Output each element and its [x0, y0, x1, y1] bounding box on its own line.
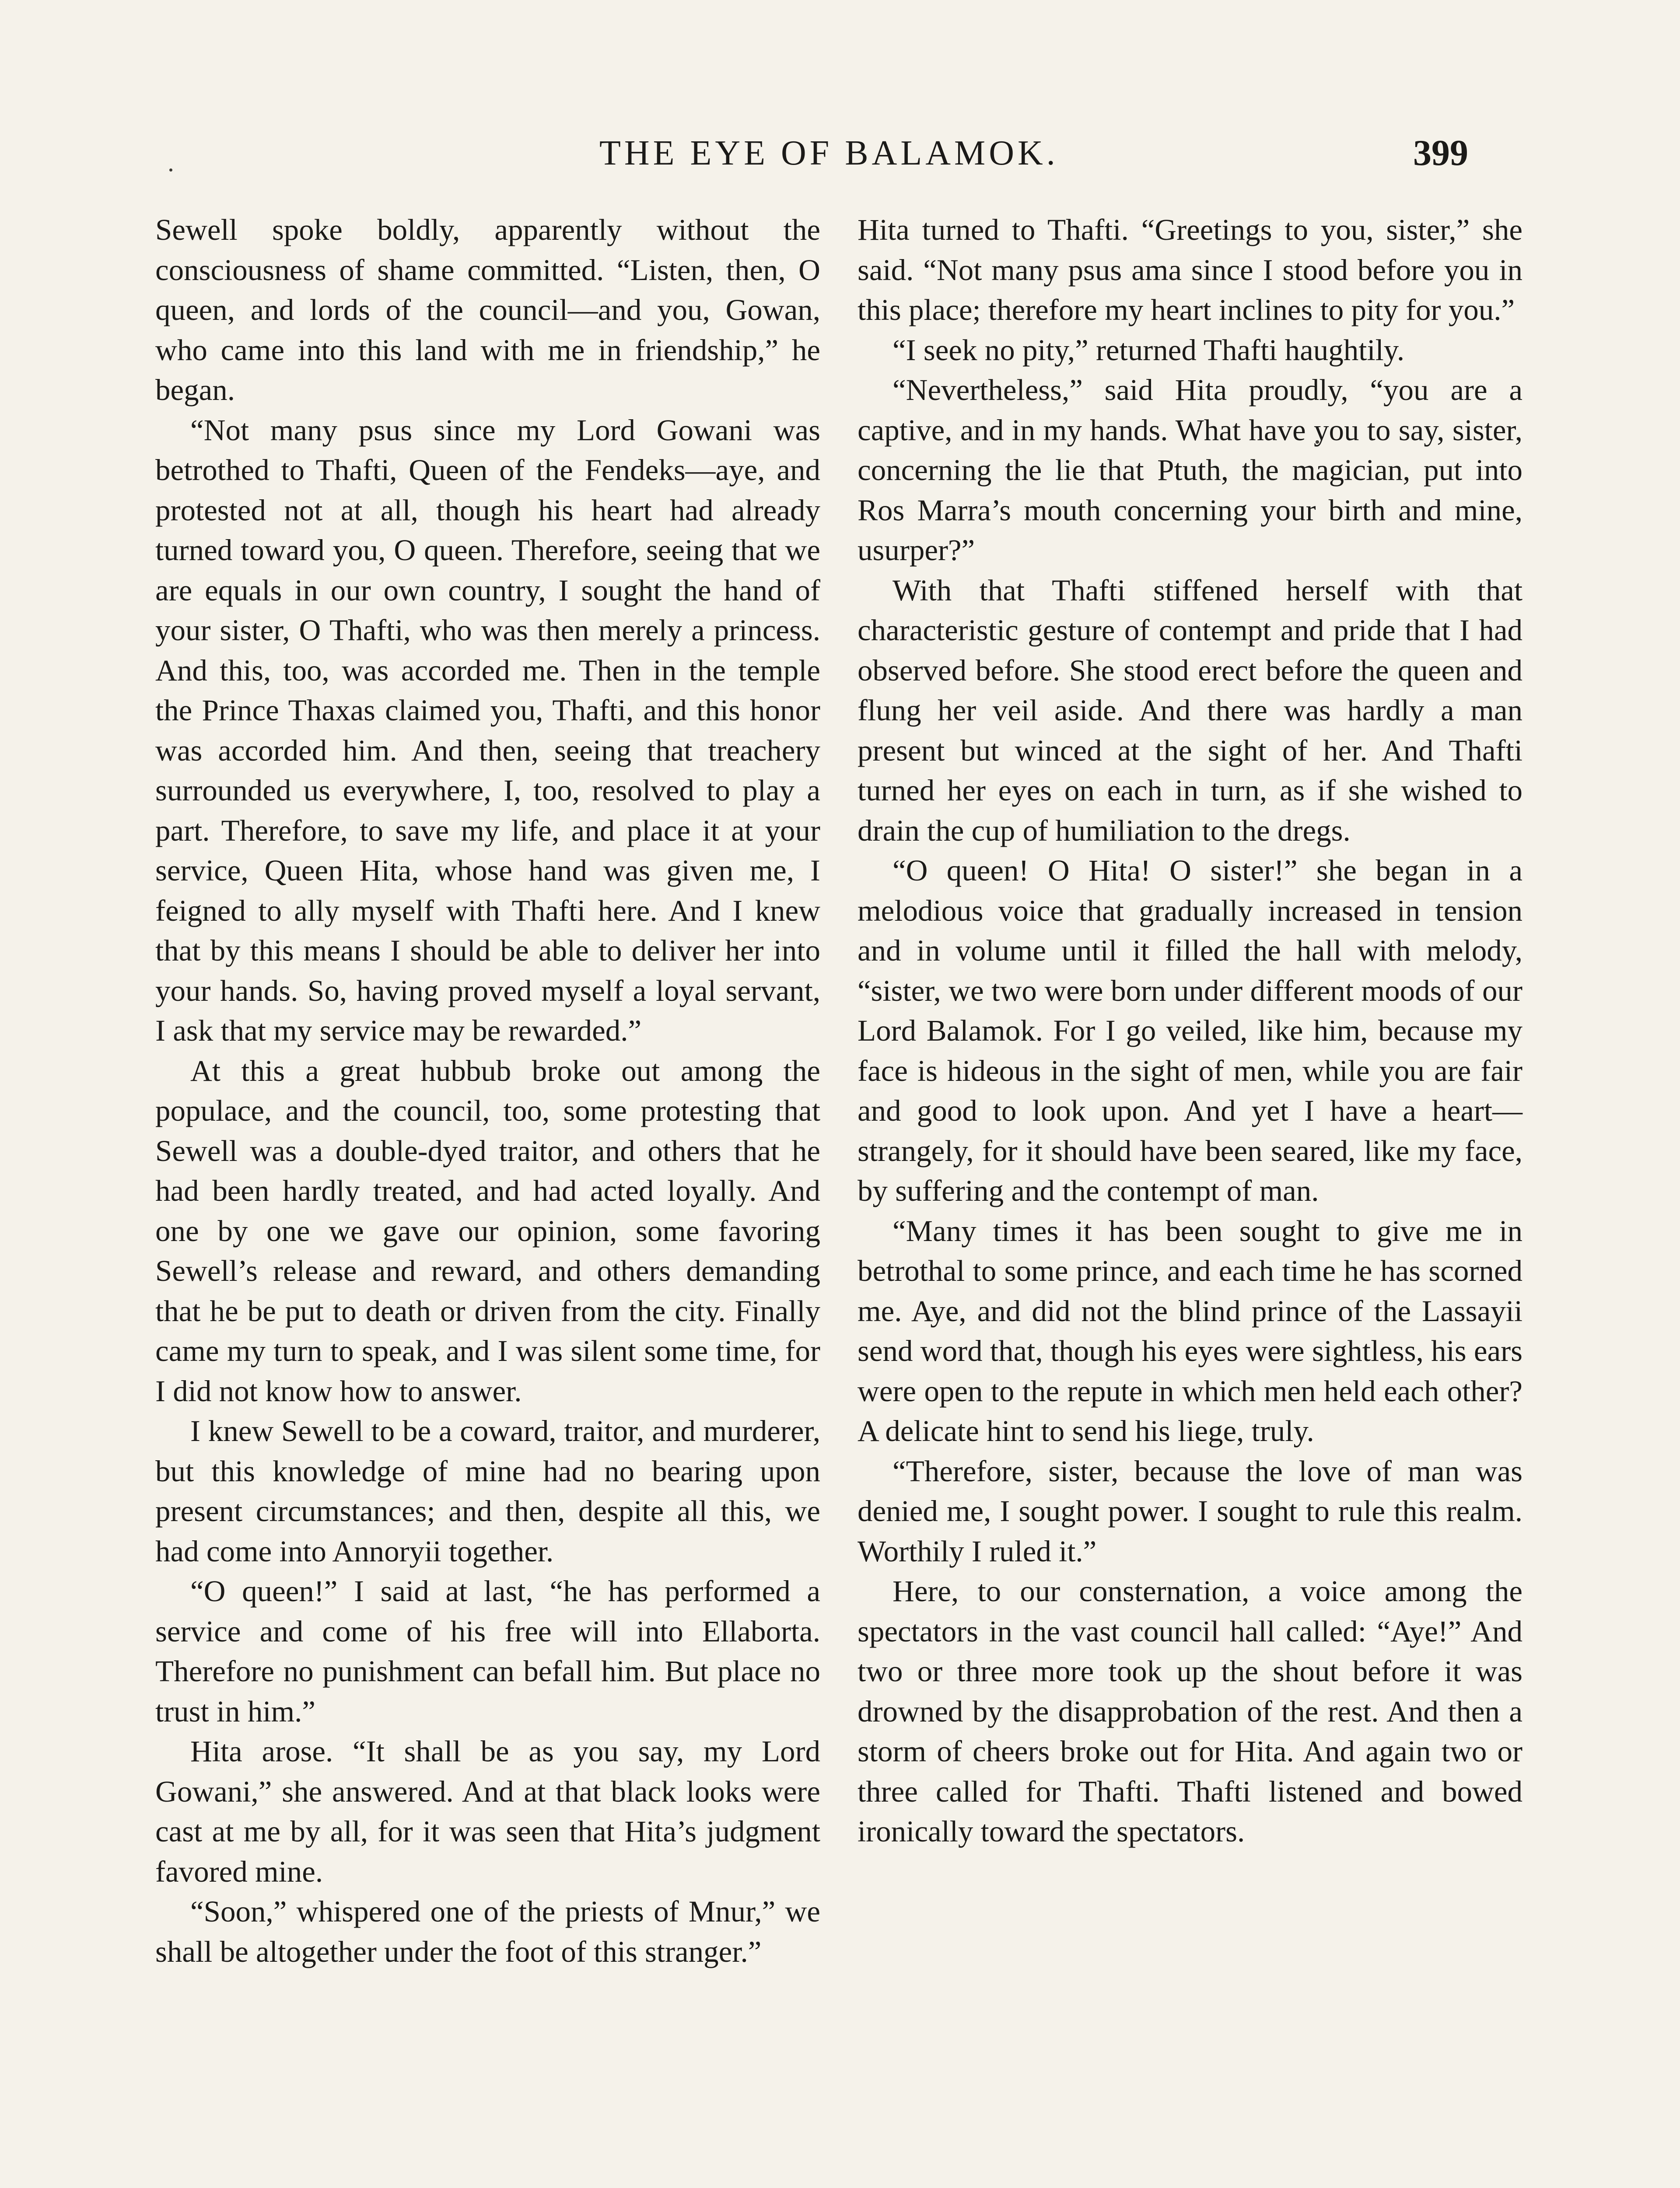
paragraph: I knew Sewell to be a coward, traitor, and murderer, but this knowledge of mine had no bearing upon present circumstances; and then, despite all this, we had come into Annoryii together. [155, 1414, 820, 1568]
ink-speck [169, 168, 172, 172]
paragraph: “Therefore, sister, because the love of man was denied me, I sought power. I sought to rule this realm. Worthily I ruled it.” [858, 1454, 1522, 1568]
paragraph: “O queen! O Hita! O sister!” she began in a melodious voice that gradually increased in tension and in volume until it filled the hall with melody, “sister, we two were born under different moods of our Lord Balamok. For I go veiled, like him, because my face is hideous in the sight of men, while you are fair and good to look upon. And yet I have a heart—strangely, for it should have been seared, like my face, by suffering and the contempt of man. [858, 854, 1522, 1207]
running-head [0, 127, 1680, 179]
paragraph: “Many times it has been sought to give me in betrothal to some prince, and each time he has scorned me. Aye, and did not the blind prince of the Lassayii send word that, though his eyes were sightless, his ears were open to the repute in which men held each other? A delicate hint to send his liege, truly. [858, 1214, 1522, 1448]
right-column [858, 210, 1522, 1852]
page-number: 399 [1413, 133, 1468, 173]
paragraph: “I seek no pity,” returned Thafti haughtily. [892, 333, 1405, 367]
paragraph: With that Thafti stiffened herself with that characteristic gesture of contempt and pride that I had observed before. She stood erect before the queen and flung her veil aside. And there was hardly a man present but winced at the sight of her. And Thafti turned her eyes on each in turn, as if she wished to drain the cup of humiliation to the dregs. [858, 573, 1522, 847]
paragraph: Hita arose. “It shall be as you say, my Lord Gowani,” she answered. And at that black looks were cast at me by all, for it was seen that Hita’s judgment favored mine. [155, 1735, 820, 1888]
paragraph: At this a great hubbub broke out among the populace, and the council, too, some protesting that Sewell was a double-dyed traitor, and others that he had been hardly treated, and had acted loyally. And one by one we gave our opinion, some favoring Sewell’s release and reward, and others demanding that he be put to death or driven from the city. Finally came my turn to speak, and I was silent some time, for I did not know how to answer. [155, 1054, 820, 1408]
paragraph: “Soon,” whispered one of the priests of Mnur,” we shall be altogether under the foot of this stranger.” [155, 1895, 820, 1968]
paragraph: “Not many psus since my Lord Gowani was betrothed to Thafti, Queen of the Fendeks—aye, and protested not at all, though his heart had already turned toward you, O queen. Therefore, seeing that we are equals in our own country, I sought the hand of your sister, O Thafti, who was then merely a princess. And this, too, was accorded me. Then in the temple the Prince Thaxas claimed you, Thafti, and this honor was accorded him. And then, seeing that treachery surrounded us everywhere, I, too, resolved to play a part. Therefore, to save my life, and place it at your service, Queen Hita, whose hand was given me, I feigned to ally myself with Thafti here. And I knew that by this means I should be able to deliver her into your hands. So, having proved myself a loyal servant, I ask that my service may be rewarded.” [155, 413, 820, 1047]
left-column [155, 210, 820, 1972]
running-title: THE EYE OF BALAMOK. [599, 134, 1059, 172]
paragraph: Sewell spoke boldly, apparently without the consciousness of shame committed. “Listen, then, O queen, and lords of the council—and you, Gowan, who came into this land with me in friendship,” he began. [155, 213, 820, 407]
paragraph: “Nevertheless,” said Hita proudly, “you are a captive, and in my hands. What have you to say, sister, concerning the lie that Ptuth, the magician, put into Ros Marra’s mouth concerning your birth and mine, usurper?” [858, 373, 1522, 567]
paragraph: Hita turned to Thafti. “Greetings to you, sister,” she said. “Not many psus ama since I stood before you in this place; therefore my heart inclines to pity for you.” [858, 213, 1522, 326]
paragraph: Here, to our consternation, a voice among the spectators in the vast council hall called: “Aye!” And two or three more took up the shout before it was drowned by the disapprobation of the rest. And then a storm of cheers broke out for Hita. And again two or three called for Thafti. Thafti listened and bowed ironically toward the spectators. [858, 1574, 1522, 1848]
paragraph: “O queen!” I said at last, “he has performed a service and come of his free will into Ellaborta. Therefore no punishment can befall him. But place no trust in him.” [155, 1574, 820, 1728]
